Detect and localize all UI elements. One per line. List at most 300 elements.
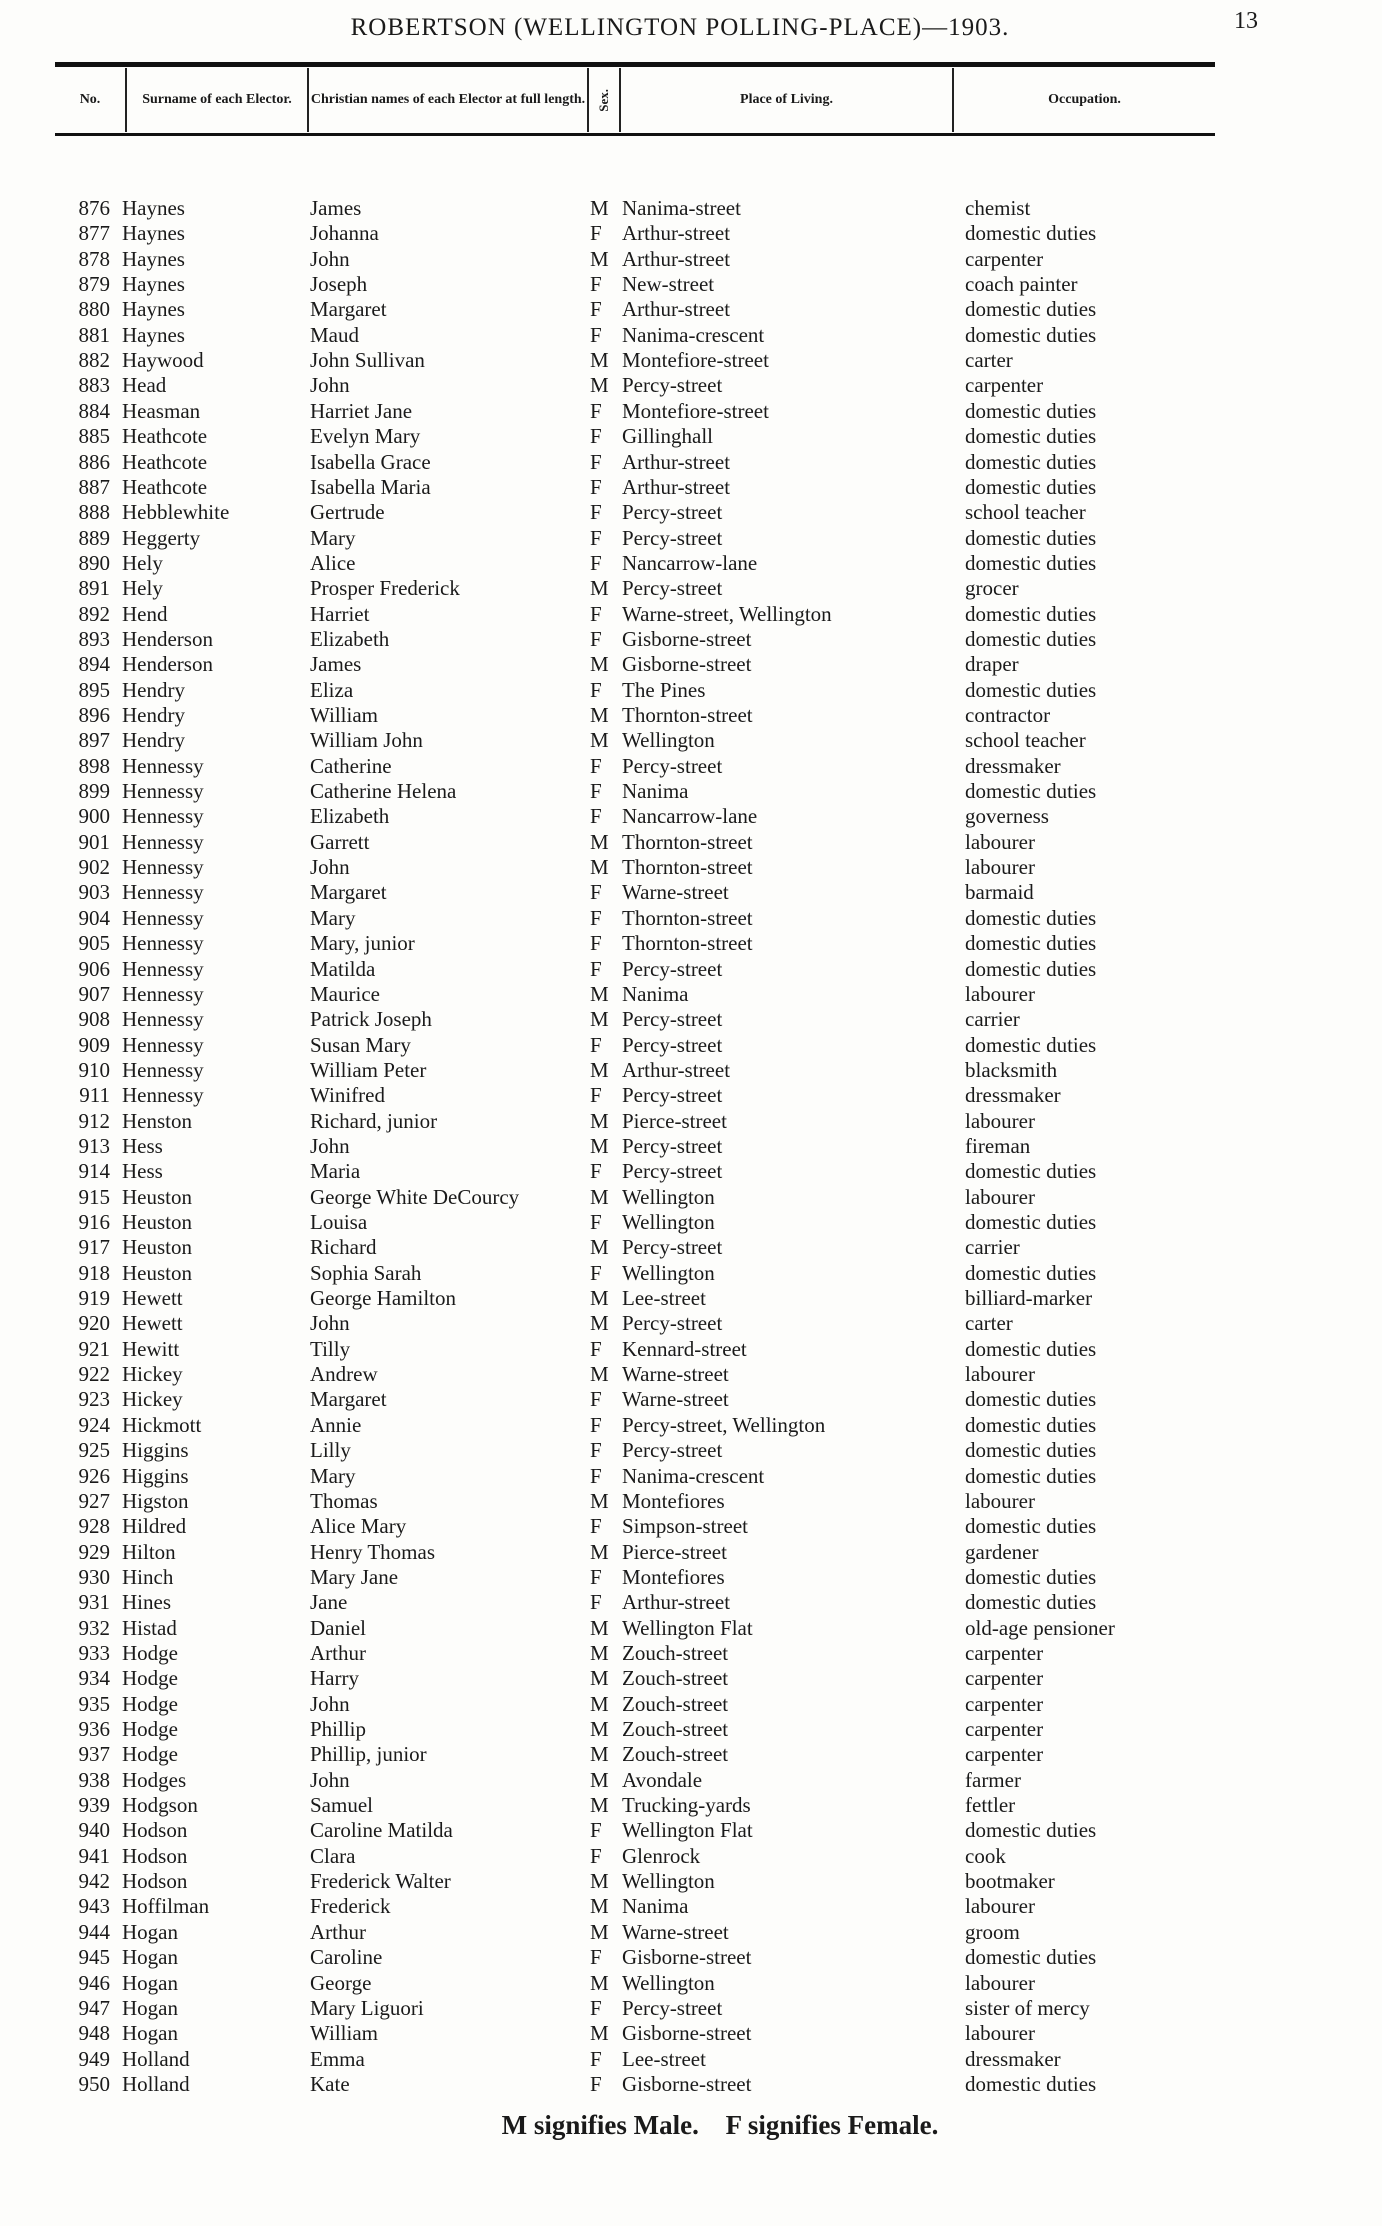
elector-surname: Hogan xyxy=(122,1945,178,1970)
table-row xyxy=(0,348,1382,373)
elector-occupation: grocer xyxy=(965,576,1019,601)
elector-number: 909 xyxy=(78,1032,110,1057)
elector-sex: F xyxy=(590,956,602,981)
elector-christian-names: Alice Mary xyxy=(310,1514,407,1539)
elector-number: 897 xyxy=(78,728,110,753)
elector-number: 939 xyxy=(78,1793,110,1818)
elector-place-of-living: Percy-street xyxy=(622,1007,723,1032)
elector-number: 946 xyxy=(78,1970,110,1995)
elector-christian-names: John xyxy=(310,373,350,398)
elector-christian-names: Elizabeth xyxy=(310,626,390,651)
table-row xyxy=(0,1362,1382,1387)
elector-surname: Hogan xyxy=(122,1970,178,1995)
elector-sex: F xyxy=(590,449,602,474)
elector-christian-names: Elizabeth xyxy=(310,804,390,829)
elector-sex: M xyxy=(590,652,609,677)
elector-number: 894 xyxy=(78,652,110,677)
elector-occupation: labourer xyxy=(965,1970,1035,1995)
elector-surname: Heggerty xyxy=(122,525,201,550)
elector-surname: Hickey xyxy=(122,1387,183,1412)
elector-occupation: billiard-marker xyxy=(965,1286,1093,1311)
elector-occupation: school teacher xyxy=(965,500,1086,525)
page-title: ROBERTSON (WELLINGTON POLLING-PLACE)—1903. xyxy=(350,14,1010,41)
elector-occupation: domestic duties xyxy=(965,601,1097,626)
elector-number: 940 xyxy=(78,1818,110,1843)
elector-surname: Hilton xyxy=(122,1539,176,1564)
elector-place-of-living: New-street xyxy=(622,272,715,297)
elector-place-of-living: Simpson-street xyxy=(622,1514,748,1539)
elector-place-of-living: Arthur-street xyxy=(622,449,731,474)
table-row xyxy=(0,1033,1382,1058)
elector-sex: M xyxy=(590,1615,609,1640)
elector-sex: F xyxy=(590,1260,602,1285)
elector-place-of-living: Kennard-street xyxy=(622,1336,747,1361)
elector-sex: F xyxy=(590,1995,602,2020)
elector-sex: F xyxy=(590,550,602,575)
table-row xyxy=(0,1717,1382,1742)
elector-surname: Head xyxy=(122,373,167,398)
elector-place-of-living: Arthur-street xyxy=(622,297,731,322)
elector-surname: Hodge xyxy=(122,1742,178,1767)
elector-number: 907 xyxy=(78,981,110,1006)
elector-surname: Heasman xyxy=(122,398,201,423)
table-row xyxy=(0,247,1382,272)
elector-occupation: fettler xyxy=(965,1793,1016,1818)
elector-number: 944 xyxy=(78,1919,110,1944)
elector-number: 898 xyxy=(78,753,110,778)
elector-place-of-living: Lee-street xyxy=(622,2046,706,2071)
elector-occupation: domestic duties xyxy=(965,1412,1097,1437)
elector-sex: F xyxy=(590,753,602,778)
elector-place-of-living: Wellington Flat xyxy=(622,1818,753,1843)
elector-place-of-living: Avondale xyxy=(622,1767,703,1792)
elector-sex: M xyxy=(590,1666,609,1691)
elector-sex: M xyxy=(590,855,609,880)
elector-occupation: carrier xyxy=(965,1235,1020,1260)
elector-sex: F xyxy=(590,1463,602,1488)
elector-surname: Higston xyxy=(122,1488,189,1513)
elector-place-of-living: Thornton-street xyxy=(622,931,753,956)
elector-occupation: groom xyxy=(965,1919,1020,1944)
elector-number: 910 xyxy=(78,1057,110,1082)
elector-sex: M xyxy=(590,576,609,601)
elector-occupation: labourer xyxy=(965,981,1035,1006)
elector-number: 883 xyxy=(78,373,110,398)
elector-surname: Hennessy xyxy=(122,829,204,854)
elector-place-of-living: Glenrock xyxy=(622,1843,701,1868)
table-row xyxy=(0,450,1382,475)
elector-christian-names: Jane xyxy=(310,1590,348,1615)
elector-place-of-living: Arthur-street xyxy=(622,246,731,271)
table-row xyxy=(0,1768,1382,1793)
elector-number: 895 xyxy=(78,677,110,702)
elector-surname: Hennessy xyxy=(122,981,204,1006)
table-row xyxy=(0,221,1382,246)
elector-place-of-living: Montefiore-street xyxy=(622,398,769,423)
elector-place-of-living: Montefiores xyxy=(622,1488,725,1513)
elector-number: 948 xyxy=(78,2021,110,2046)
elector-occupation: carter xyxy=(965,348,1013,373)
elector-christian-names: Phillip, junior xyxy=(310,1742,427,1767)
elector-occupation: gardener xyxy=(965,1539,1039,1564)
elector-surname: Haynes xyxy=(122,221,185,246)
elector-number: 915 xyxy=(78,1184,110,1209)
elector-sex: M xyxy=(590,703,609,727)
elector-christian-names: William xyxy=(310,703,378,727)
elector-sex: F xyxy=(590,931,602,956)
table-row xyxy=(0,1692,1382,1717)
elector-number: 902 xyxy=(78,855,110,880)
elector-christian-names: Joseph xyxy=(310,272,368,297)
elector-christian-names: Arthur xyxy=(310,1640,366,1665)
elector-surname: Holland xyxy=(122,2071,190,2096)
elector-place-of-living: Montefiore-street xyxy=(622,348,769,373)
elector-occupation: carter xyxy=(965,1311,1013,1336)
elector-surname: Hennessy xyxy=(122,1007,204,1032)
elector-christian-names: Caroline Matilda xyxy=(310,1818,453,1843)
elector-surname: Haynes xyxy=(122,297,185,322)
elector-place-of-living: Percy-street xyxy=(622,1083,723,1108)
elector-christian-names: Arthur xyxy=(310,1919,366,1944)
elector-surname: Heathcote xyxy=(122,474,208,499)
elector-occupation: carpenter xyxy=(965,1640,1044,1665)
elector-sex: M xyxy=(590,1691,609,1716)
table-row xyxy=(0,1489,1382,1514)
table-row xyxy=(0,1083,1382,1108)
elector-number: 890 xyxy=(78,550,110,575)
elector-occupation: labourer xyxy=(965,1894,1035,1919)
table-row xyxy=(0,1971,1382,1996)
elector-place-of-living: Thornton-street xyxy=(622,855,753,880)
elector-surname: Heuston xyxy=(122,1260,192,1285)
elector-place-of-living: Warne-street xyxy=(622,1362,729,1387)
elector-christian-names: Louisa xyxy=(310,1210,368,1234)
elector-place-of-living: Gisborne-street xyxy=(622,652,752,677)
elector-place-of-living: Wellington xyxy=(622,1869,715,1894)
elector-surname: Hennessy xyxy=(122,956,204,981)
elector-place-of-living: Zouch-street xyxy=(622,1691,729,1716)
elector-place-of-living: Wellington Flat xyxy=(622,1615,753,1640)
elector-christian-names: Prosper Frederick xyxy=(310,576,460,601)
elector-number: 921 xyxy=(78,1336,110,1361)
elector-place-of-living: Warne-street xyxy=(622,1387,729,1412)
elector-number: 887 xyxy=(78,474,110,499)
table-row xyxy=(0,323,1382,348)
elector-number: 879 xyxy=(78,272,110,297)
elector-surname: Hickey xyxy=(122,1362,183,1387)
elector-surname: Haynes xyxy=(122,272,185,297)
elector-christian-names: Gertrude xyxy=(310,500,385,525)
elector-sex: F xyxy=(590,474,602,499)
elector-surname: Hely xyxy=(122,550,163,575)
elector-christian-names: James xyxy=(310,652,362,677)
elector-place-of-living: Percy-street xyxy=(622,1311,723,1336)
table-row xyxy=(0,1590,1382,1615)
elector-sex: M xyxy=(590,246,609,271)
table-row xyxy=(0,804,1382,829)
elector-number: 923 xyxy=(78,1387,110,1412)
elector-occupation: domestic duties xyxy=(965,931,1097,956)
table-row xyxy=(0,779,1382,804)
elector-christian-names: Isabella Maria xyxy=(310,474,431,499)
elector-surname: Hend xyxy=(122,601,168,626)
elector-sex: F xyxy=(590,677,602,702)
elector-sex: M xyxy=(590,1869,609,1894)
elector-number: 906 xyxy=(78,956,110,981)
elector-surname: Hewett xyxy=(122,1286,183,1311)
elector-christian-names: Mary Jane xyxy=(310,1564,399,1589)
table-row xyxy=(0,1438,1382,1463)
elector-number: 931 xyxy=(78,1590,110,1615)
elector-surname: Hess xyxy=(122,1159,163,1184)
elector-surname: Hennessy xyxy=(122,1032,204,1057)
elector-christian-names: Frederick xyxy=(310,1894,391,1919)
elector-place-of-living: Thornton-street xyxy=(622,829,753,854)
elector-christian-names: Margaret xyxy=(310,297,387,322)
elector-number: 876 xyxy=(78,196,110,220)
elector-occupation: domestic duties xyxy=(965,677,1097,702)
elector-sex: F xyxy=(590,297,602,322)
elector-number: 926 xyxy=(78,1463,110,1488)
table-row xyxy=(0,931,1382,956)
elector-occupation: farmer xyxy=(965,1767,1021,1792)
elector-occupation: sister of mercy xyxy=(965,1995,1090,2020)
elector-sex: M xyxy=(590,1488,609,1513)
elector-christian-names: Garrett xyxy=(310,829,370,854)
elector-sex: F xyxy=(590,1843,602,1868)
elector-sex: M xyxy=(590,1311,609,1336)
header-occupation: Occupation. xyxy=(952,68,1215,132)
elector-place-of-living: Percy-street xyxy=(622,525,723,550)
elector-occupation: domestic duties xyxy=(965,2071,1097,2096)
table-row xyxy=(0,526,1382,551)
table-row xyxy=(0,1869,1382,1894)
elector-occupation: carpenter xyxy=(965,1717,1044,1741)
elector-surname: Hogan xyxy=(122,2021,178,2046)
elector-place-of-living: Nanima xyxy=(622,981,689,1006)
elector-place-of-living: Nancarrow-lane xyxy=(622,550,758,575)
elector-surname: Henderson xyxy=(122,652,213,677)
elector-surname: Heathcote xyxy=(122,449,208,474)
elector-surname: Hennessy xyxy=(122,905,204,930)
elector-occupation: barmaid xyxy=(965,880,1034,905)
elector-number: 905 xyxy=(78,931,110,956)
elector-christian-names: Andrew xyxy=(310,1362,378,1387)
elector-christian-names: Harriet Jane xyxy=(310,398,413,423)
elector-christian-names: George White DeCourcy xyxy=(310,1184,520,1209)
elector-occupation: domestic duties xyxy=(965,1336,1097,1361)
elector-occupation: domestic duties xyxy=(965,297,1097,322)
table-row xyxy=(0,627,1382,652)
elector-occupation: coach painter xyxy=(965,272,1078,297)
elector-place-of-living: Percy-street xyxy=(622,1159,723,1184)
table-row xyxy=(0,2021,1382,2046)
elector-occupation: dressmaker xyxy=(965,1083,1061,1108)
elector-occupation: draper xyxy=(965,652,1019,677)
elector-sex: M xyxy=(590,1717,609,1741)
elector-surname: Hodge xyxy=(122,1666,178,1691)
elector-occupation: labourer xyxy=(965,855,1035,880)
table-row xyxy=(0,1742,1382,1767)
elector-number: 900 xyxy=(78,804,110,829)
elector-place-of-living: Arthur-street xyxy=(622,1590,731,1615)
elector-occupation: labourer xyxy=(965,2021,1035,2046)
elector-sex: F xyxy=(590,804,602,829)
elector-surname: Higgins xyxy=(122,1438,189,1463)
elector-occupation: domestic duties xyxy=(965,1210,1097,1234)
elector-occupation: labourer xyxy=(965,1362,1035,1387)
elector-number: 888 xyxy=(78,500,110,525)
elector-surname: Haywood xyxy=(122,348,204,373)
elector-sex: M xyxy=(590,1108,609,1133)
elector-place-of-living: Gisborne-street xyxy=(622,2071,752,2096)
table-row xyxy=(0,576,1382,601)
elector-sex: F xyxy=(590,601,602,626)
elector-occupation: domestic duties xyxy=(965,1260,1097,1285)
elector-occupation: cook xyxy=(965,1843,1006,1868)
elector-occupation: carpenter xyxy=(965,1691,1044,1716)
elector-number: 942 xyxy=(78,1869,110,1894)
header-place-of-living: Place of Living. xyxy=(619,68,952,132)
table-row xyxy=(0,1261,1382,1286)
elector-christian-names: Annie xyxy=(310,1412,362,1437)
elector-christian-names: Patrick Joseph xyxy=(310,1007,432,1032)
elector-number: 927 xyxy=(78,1488,110,1513)
elector-surname: Hewitt xyxy=(122,1336,180,1361)
table-row xyxy=(0,728,1382,753)
elector-surname: Hoffilman xyxy=(122,1894,210,1919)
elector-christian-names: Mary xyxy=(310,905,356,930)
elector-occupation: old-age pensioner xyxy=(965,1615,1115,1640)
table-row xyxy=(0,1413,1382,1438)
elector-place-of-living: Lee-street xyxy=(622,1286,706,1311)
elector-christian-names: Caroline xyxy=(310,1945,383,1970)
elector-sex: F xyxy=(590,1032,602,1057)
elector-place-of-living: Thornton-street xyxy=(622,905,753,930)
elector-christian-names: John xyxy=(310,1691,350,1716)
elector-sex: F xyxy=(590,1412,602,1437)
elector-place-of-living: Percy-street xyxy=(622,1995,723,2020)
elector-surname: Hennessy xyxy=(122,804,204,829)
elector-place-of-living: Percy-street xyxy=(622,1235,723,1260)
elector-number: 885 xyxy=(78,424,110,449)
elector-surname: Heuston xyxy=(122,1210,192,1234)
elector-occupation: carpenter xyxy=(965,1666,1044,1691)
elector-number: 878 xyxy=(78,246,110,271)
elector-occupation: domestic duties xyxy=(965,550,1097,575)
elector-surname: Hennessy xyxy=(122,855,204,880)
elector-occupation: bootmaker xyxy=(965,1869,1055,1894)
elector-sex: F xyxy=(590,1159,602,1184)
elector-number: 904 xyxy=(78,905,110,930)
elector-place-of-living: Percy-street xyxy=(622,956,723,981)
elector-occupation: labourer xyxy=(965,1488,1035,1513)
elector-number: 938 xyxy=(78,1767,110,1792)
elector-occupation: carpenter xyxy=(965,246,1044,271)
elector-surname: Hogan xyxy=(122,1919,178,1944)
elector-sex: F xyxy=(590,1210,602,1234)
elector-occupation: domestic duties xyxy=(965,1818,1097,1843)
elector-occupation: domestic duties xyxy=(965,1945,1097,1970)
table-row xyxy=(0,1641,1382,1666)
elector-surname: Hodson xyxy=(122,1818,188,1843)
elector-christian-names: John Sullivan xyxy=(310,348,425,373)
elector-place-of-living: Percy-street xyxy=(622,500,723,525)
elector-sex: F xyxy=(590,398,602,423)
elector-sex: F xyxy=(590,2046,602,2071)
elector-christian-names: Richard xyxy=(310,1235,377,1260)
table-row xyxy=(0,1109,1382,1134)
elector-sex: F xyxy=(590,1083,602,1108)
elector-sex: F xyxy=(590,525,602,550)
elector-christian-names: Daniel xyxy=(310,1615,366,1640)
elector-place-of-living: Zouch-street xyxy=(622,1640,729,1665)
elector-sex: F xyxy=(590,424,602,449)
elector-number: 914 xyxy=(78,1159,110,1184)
elector-christian-names: Maria xyxy=(310,1159,361,1184)
elector-place-of-living: Wellington xyxy=(622,1260,715,1285)
table-row xyxy=(0,1540,1382,1565)
elector-occupation: chemist xyxy=(965,196,1031,220)
elector-occupation: domestic duties xyxy=(965,905,1097,930)
elector-occupation: domestic duties xyxy=(965,1463,1097,1488)
elector-surname: Heuston xyxy=(122,1184,192,1209)
table-row xyxy=(0,1996,1382,2021)
elector-christian-names: Phillip xyxy=(310,1717,367,1741)
elector-number: 930 xyxy=(78,1564,110,1589)
elector-surname: Hennessy xyxy=(122,779,204,804)
elector-surname: Hely xyxy=(122,576,163,601)
table-row xyxy=(0,1514,1382,1539)
elector-christian-names: William Peter xyxy=(310,1057,427,1082)
elector-occupation: domestic duties xyxy=(965,1387,1097,1412)
elector-christian-names: Margaret xyxy=(310,880,387,905)
elector-place-of-living: Zouch-street xyxy=(622,1717,729,1741)
elector-occupation: school teacher xyxy=(965,728,1086,753)
elector-christian-names: Harry xyxy=(310,1666,359,1691)
elector-sex: F xyxy=(590,2071,602,2096)
elector-surname: Hogan xyxy=(122,1995,178,2020)
elector-number: 901 xyxy=(78,829,110,854)
elector-place-of-living: Wellington xyxy=(622,1184,715,1209)
elector-christian-names: Susan Mary xyxy=(310,1032,411,1057)
elector-place-of-living: Warne-street xyxy=(622,880,729,905)
elector-place-of-living: Percy-street, Wellington xyxy=(622,1412,826,1437)
elector-sex: F xyxy=(590,322,602,347)
elector-occupation: domestic duties xyxy=(965,1564,1097,1589)
elector-number: 916 xyxy=(78,1210,110,1234)
table-row xyxy=(0,1616,1382,1641)
elector-sex: F xyxy=(590,1945,602,1970)
elector-number: 936 xyxy=(78,1717,110,1741)
elector-christian-names: Catherine Helena xyxy=(310,779,457,804)
elector-place-of-living: Zouch-street xyxy=(622,1742,729,1767)
elector-number: 922 xyxy=(78,1362,110,1387)
elector-christian-names: Mary xyxy=(310,525,356,550)
elector-sex: M xyxy=(590,728,609,753)
elector-place-of-living: Gisborne-street xyxy=(622,1945,752,1970)
table-row xyxy=(0,855,1382,880)
elector-christian-names: Sophia Sarah xyxy=(310,1260,422,1285)
elector-christian-names: Alice xyxy=(310,550,356,575)
elector-sex: F xyxy=(590,779,602,804)
elector-christian-names: Maurice xyxy=(310,981,380,1006)
table-row xyxy=(0,1920,1382,1945)
elector-surname: Hodge xyxy=(122,1717,178,1741)
elector-surname: Hennessy xyxy=(122,1057,204,1082)
elector-occupation: domestic duties xyxy=(965,398,1097,423)
elector-place-of-living: Percy-street xyxy=(622,1032,723,1057)
